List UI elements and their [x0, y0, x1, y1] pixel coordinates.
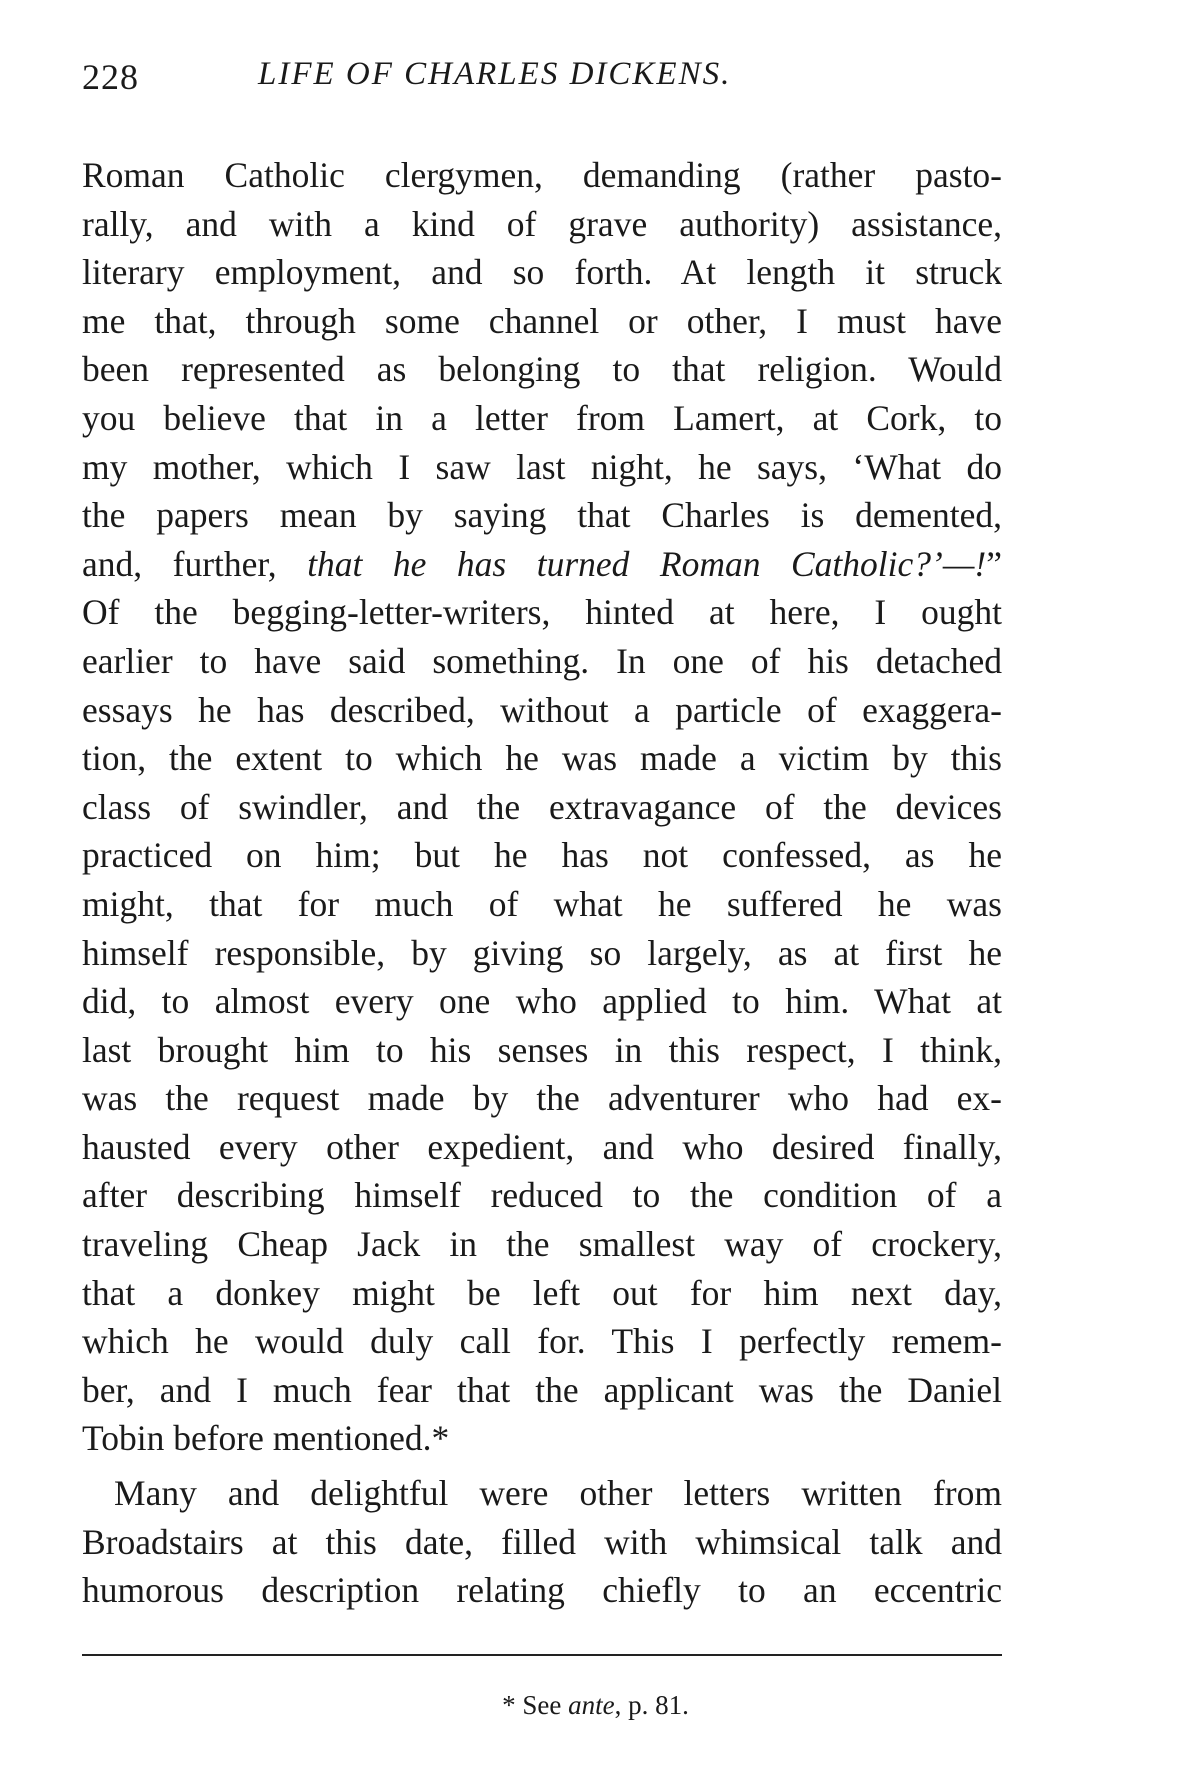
text-segment: ”	[986, 543, 1003, 584]
footnote	[0, 1690, 1191, 1721]
text-line: earlier to have said something. In one of his detached	[82, 640, 1002, 681]
footnote-rule	[82, 1654, 1002, 1656]
text-line: been represented as belonging to that religion. Would	[82, 349, 1002, 390]
text-line: was the request made by the adventurer who had ex-	[82, 1078, 1002, 1119]
text-line: me that, through some channel or other, I must have	[82, 300, 1002, 341]
body-text	[82, 151, 1002, 1615]
text-line: himself responsible, by giving so largely, as at first he	[82, 932, 1002, 973]
text-segment: and, further,	[82, 543, 308, 584]
footnote-ref: ante	[568, 1690, 615, 1720]
text-line: ber, and I much fear that the applicant was the Daniel	[82, 1369, 1002, 1410]
text-line: Many and delightful were other letters written from	[114, 1473, 1002, 1514]
running-title: LIFE OF CHARLES DICKENS.	[258, 56, 732, 92]
text-line: after describing himself reduced to the condition of a	[82, 1175, 1002, 1216]
text-line: literary employment, and so forth. At length it struck	[82, 252, 1002, 293]
running-head	[82, 56, 1002, 106]
text-line: last brought him to his senses in this respect, I think,	[82, 1029, 1002, 1070]
italic-quote: that he has turned Roman Catholic?’—!	[307, 543, 987, 584]
text-line: you believe that in a letter from Lamert, at Cork, to	[82, 397, 1002, 438]
text-line: did, to almost every one who applied to him. What at	[82, 981, 1002, 1022]
text-line: tion, the extent to which he was made a victim by this	[82, 738, 1002, 779]
text-line: which he would duly call for. This I perfectly remem-	[82, 1321, 1002, 1362]
text-line: my mother, which I saw last night, he says, ‘What do	[82, 446, 1002, 487]
text-line: Tobin before mentioned.*	[82, 1418, 450, 1459]
text-line: rally, and with a kind of grave authority) assistance,	[82, 203, 1002, 244]
text-line: Broadstairs at this date, filled with whimsical talk and	[82, 1521, 1002, 1562]
text-line: hausted every other expedient, and who desired finally,	[82, 1126, 1002, 1167]
footnote-page: , p. 81.	[614, 1690, 689, 1720]
text-line: class of swindler, and the extravagance of the devices	[82, 786, 1002, 827]
text-line-with-italic	[82, 540, 1002, 589]
text-line: that a donkey might be left out for him next day,	[82, 1272, 1002, 1313]
page-number: 228	[82, 57, 139, 97]
text-line: Of the begging-letter-writers, hinted at here, I ought	[82, 592, 1002, 633]
text-line: traveling Cheap Jack in the smallest way of crockery,	[82, 1224, 1002, 1265]
footnote-marker: * See	[502, 1690, 569, 1720]
text-line: practiced on him; but he has not confessed, as he	[82, 835, 1002, 876]
text-line: humorous description relating chiefly to an eccentric	[82, 1570, 1002, 1611]
text-line: the papers mean by saying that Charles is demented,	[82, 495, 1002, 536]
text-line: might, that for much of what he suffered he was	[82, 883, 1002, 924]
text-line: essays he has described, without a particle of exaggera-	[82, 689, 1002, 730]
text-line: Roman Catholic clergymen, demanding (rather pasto-	[82, 155, 1002, 195]
